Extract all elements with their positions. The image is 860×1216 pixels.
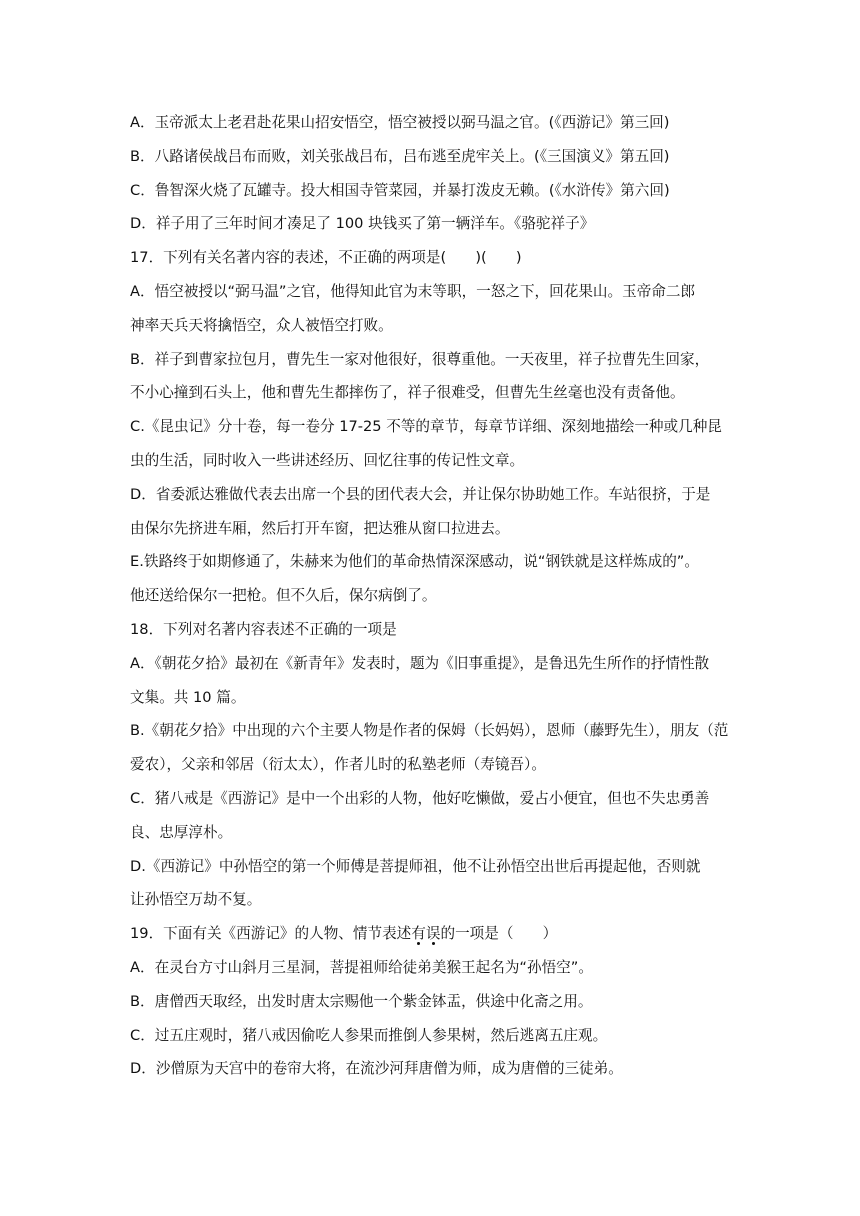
q19-option-a: A．在灵台方寸山斜月三星洞，菩提祖师给徒弟美猴王起名为“孙悟空”。 <box>130 958 593 976</box>
q17-text-line: 由保尔先挤进车厢，然后打开车窗，把达雅从窗口拉进去。 <box>130 519 510 537</box>
q16-option-d: D．祥子用了三年时间才凑足了 100 块钱买了第一辆洋车。《骆驼祥子》 <box>130 215 595 233</box>
q19-option-c: C．过五庄观时，猪八戒因偷吃人参果而推倒人参果树，然后逃离五庄观。 <box>130 1026 608 1044</box>
q19-option-d: D．沙僧原为天宫中的卷帘大将，在流沙河拜唐僧为师，成为唐僧的三徒弟。 <box>130 1060 623 1078</box>
q18-text-line: B.《朝花夕拾》中出现的六个主要人物是作者的保姆（长妈妈），恩师（藤野先生），朋友（范 <box>130 722 729 740</box>
q19-option-b: B．唐僧西天取经，出发时唐太宗赐他一个紫金钵盂，供途中化斋之用。 <box>130 992 593 1010</box>
q19-question <box>130 917 732 951</box>
q17-question: 17．下列有关名著内容的表述，不正确的两项是( )( ) <box>130 249 522 267</box>
q19-emphasis-char: 误 <box>425 925 441 943</box>
q18-text-line: 爱农），父亲和邻居（衍太太），作者儿时的私塾老师（寿镜吾）。 <box>130 756 546 774</box>
q17-text-line: 他还送给保尔一把枪。但不久后，保尔病倒了。 <box>130 587 437 605</box>
q17-text-line: E.铁路终于如期修通了，朱赫来为他们的革命热情深深感动，说“钢铁就是这样炼成的”。 <box>130 553 699 571</box>
q18-text-line: D.《西游记》中孙悟空的第一个师傅是菩提师祖，他不让孙悟空出世后再提起他，否则就 <box>130 857 701 875</box>
q17-text-line: A．悟空被授以“弼马温”之官，他得知此官为末等职，一怒之下，回花果山。玉帝命二郎 <box>130 282 696 300</box>
q19-question-after: 的一项是（ ） <box>440 925 558 943</box>
q17-text-line: 不小心撞到石头上，他和曹先生都摔伤了，祥子很难受，但曹先生丝毫也没有责备他。 <box>130 384 685 402</box>
q18-question: 18．下列对名著内容表述不正确的一项是 <box>130 620 397 638</box>
q17-text-line: D．省委派达雅做代表去出席一个县的团代表大会，并让保尔协助她工作。车站很挤，于是 <box>130 485 711 503</box>
q17-text-line: B．祥子到曹家拉包月，曹先生一家对他很好，很尊重他。一天夜里，祥子拉曹先生回家， <box>130 350 710 368</box>
q18-text-line: 让孙悟空万劫不复。 <box>130 891 262 909</box>
q17-text-line: 神率天兵天将擒悟空，众人被悟空打败。 <box>130 316 393 334</box>
document-page <box>130 106 732 1086</box>
q17-text-line: 虫的生活，同时收入一些讲述经历、回忆往事的传记性文章。 <box>130 451 525 469</box>
q18-text-line: C．猪八戒是《西游记》是中一个出彩的人物，他好吃懒做，爱占小便宜，但也不失忠勇善 <box>130 789 710 807</box>
q16-option-c: C．鲁智深火烧了瓦罐寺。投大相国寺管菜园，并暴打泼皮无赖。(《水浒传》第六回) <box>130 181 670 199</box>
q18-text-line: A．《朝花夕拾》最初在《新青年》发表时，题为《旧事重提》，是鲁迅先生所作的抒情性散 <box>130 654 710 672</box>
q18-text-line: 良、忠厚淳朴。 <box>130 823 233 841</box>
q19-question-before: 19．下面有关《西游记》的人物、情节表述 <box>130 925 412 943</box>
q16-option-b: B．八路诸侯战吕布而败，刘关张战吕布，吕布逃至虎牢关上。(《三国演义》第五回) <box>130 147 670 165</box>
q17-text-line: C.《昆虫记》分十卷，每一卷分 17-25 不等的章节，每章节详细、深刻地描绘一种或几种昆 <box>130 418 722 436</box>
q18-text-line: 文集。共 10 篇。 <box>130 688 246 706</box>
q19-emphasis-char: 有 <box>411 925 426 943</box>
q16-option-a: A．玉帝派太上老君赴花果山招安悟空，悟空被授以弼马温之官。(《西游记》第三回) <box>130 114 670 131</box>
